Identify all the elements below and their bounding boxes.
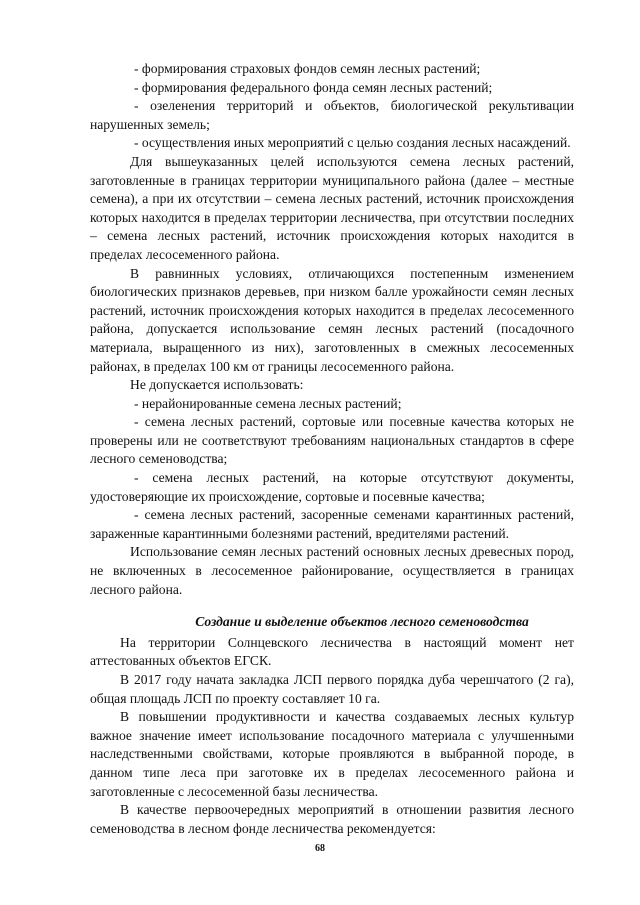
list-item: - формирования страховых фондов семян лесных растений; <box>134 61 481 76</box>
list-item: - осуществления иных мероприятий с целью создания лесных насаждений. <box>134 135 571 151</box>
paragraph: Не допускается использовать: <box>130 377 304 393</box>
paragraph: В 2017 году начата закладка ЛСП первого порядка дуба черешчатого (2 га), общая площадь ЛСП по проекту составляет 10 га. <box>90 672 574 706</box>
list-item: - формирования федерального фонда семян лесных растений; <box>134 79 493 95</box>
list-item: - нерайонированные семена лесных растений; <box>134 395 402 411</box>
section-heading: Создание и выделение объектов лесного семеноводства <box>195 614 529 630</box>
page-number: 68 <box>315 843 325 854</box>
paragraph: Для вышеуказанных целей используются семена лесных растений, заготовленные в границах территории муниципального района (далее – местные семена), а при их отсутствии – семена лесных растений, источник происхождения которых находится в пределах территории лесничества, при отсутствии последних – семена лесных растений, источник происхождения которых находится в пределах лесосеменного района. <box>90 153 574 262</box>
body-text <box>90 60 574 838</box>
paragraph: Использование семян лесных растений основных лесных древесных пород, не включенных в лесосеменное районирование, осуществляется в границах лесного района. <box>90 544 574 597</box>
list-item: - семена лесных растений, засоренные семенами карантинных растений, зараженные карантинными болезнями растений, вредителями растений. <box>90 507 574 541</box>
paragraph: В равнинных условиях, отличающихся постепенным изменением биологических признаков деревьев, при низком балле урожайности семян лесных растений, источник происхождения которых находится в пределах лесосеменного района, допускается использование семян лесных растений (посадочного материала, выращенного из них), заготовленных в смежных лесосеменных районах, в пределах 100 км от границы лесосеменного района. <box>90 265 574 374</box>
paragraph: На территории Солнцевского лесничества в настоящий момент нет аттестованных объектов ЕГСК. <box>90 634 574 669</box>
list-item: - озеленения территорий и объектов, биологической рекультивации нарушенных земель; <box>90 98 574 132</box>
list-item: - семена лесных растений, на которые отсутствуют документы, удостоверяющие их происхождение, сортовые и посевные качества; <box>90 470 574 504</box>
paragraph: В качестве первоочередных мероприятий в отношении развития лесного семеноводства в лесном фонде лесничества рекомендуется: <box>90 802 574 836</box>
paragraph: В повышении продуктивности и качества создаваемых лесных культур важное значение имеет использование посадочного материала с улучшенными наследственными свойствами, которые проявляются в выбранной породе, в данном типе леса при заготовке их в пределах лесосеменного района и заготовленные с лесосеменной базы лесничества. <box>90 709 574 799</box>
list-item: - семена лесных растений, сортовые или посевные качества которых не проверены или не соответствуют требованиям национальных стандартов в сфере лесного семеноводства; <box>90 414 574 467</box>
